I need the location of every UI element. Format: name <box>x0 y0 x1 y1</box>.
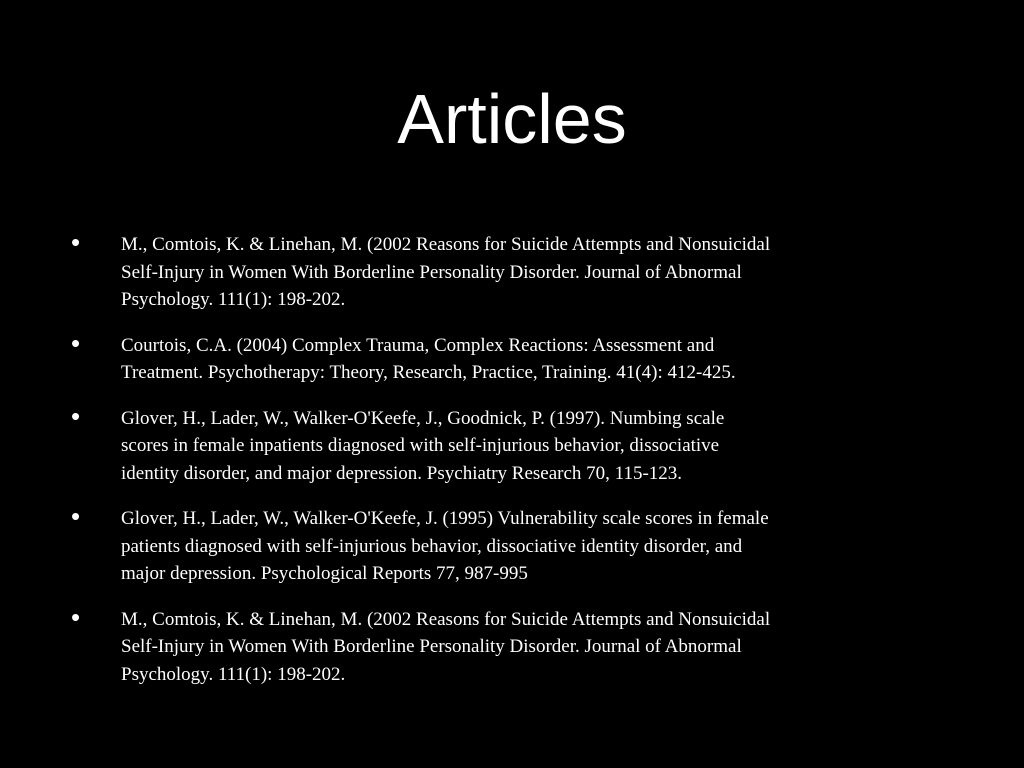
reference-list <box>0 227 1024 706</box>
bullet-icon: • <box>71 400 81 431</box>
reference-item <box>0 400 911 488</box>
bullet-icon: • <box>71 327 81 358</box>
reference-text: M., Comtois, K. & Linehan, M. (2002 Reasons for Suicide Attempts and Nonsuicidal Self-Injury in Women With Borderline Personality Disorder. Journal of Abnormal Psychology. 111(1): 198-202. <box>121 608 771 685</box>
reference-item <box>0 601 911 689</box>
slide-title: Articles <box>397 80 627 158</box>
reference-item <box>0 501 911 588</box>
bullet-icon: • <box>71 227 81 257</box>
reference-text: M., Comtois, K. & Linehan, M. (2002 Reasons for Suicide Attempts and Nonsuicidal Self-Injury in Women With Borderline Personality Disorder. Journal of Abnormal Psychology. 111(1): 198-202. <box>121 234 771 310</box>
reference-text: Courtois, C.A. (2004) Complex Trauma, Complex Reactions: Assessment and Treatment. Psychotherapy: Theory, Research, Practice, Training. 41(4): 412-425. <box>121 334 736 383</box>
reference-text: Glover, H., Lader, W., Walker-O'Keefe, J., Goodnick, P. (1997). Numbing scale scores in female inpatients diagnosed with self-injurious behavior, dissociative identity disorder, and major depression. Psychiatry Research 70, 115-123. <box>121 407 725 484</box>
reference-text: Glover, H., Lader, W., Walker-O'Keefe, J. (1995) Vulnerability scale scores in female patients diagnosed with self-injurious behavior, dissociative identity disorder, and major depression. Psychological Reports 77, 987-995 <box>121 508 769 584</box>
bullet-icon: • <box>71 601 81 632</box>
reference-item <box>0 327 911 387</box>
reference-item <box>0 227 911 314</box>
bullet-icon: • <box>71 501 81 531</box>
